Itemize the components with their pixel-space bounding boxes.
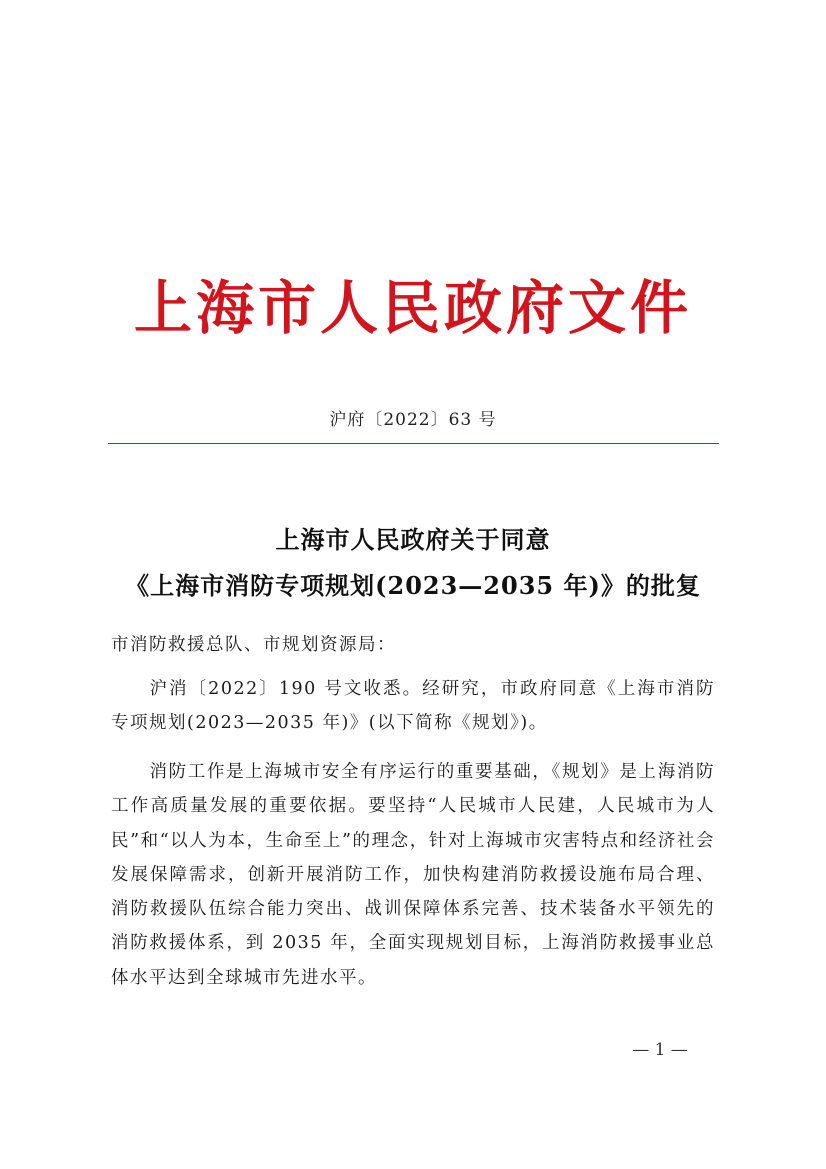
- page-number: — 1 —: [632, 1040, 688, 1060]
- body-paragraph-1: 沪消〔2022〕190 号文收悉。经研究，市政府同意《上海市消防专项规划(2023—2035 年)》(以下简称《规划》)。: [111, 679, 715, 734]
- body-paragraph-2: 消防工作是上海城市安全有序运行的重要基础，《规划》是上海消防工作高质量发展的重要依据。要坚持“人民城市人民建，人民城市为人民”和“以人为本，生命至上”的理念，针对上海城市灾害特点和经济社会发展保障需求，创新开展消防工作，加快构建消防救援设施布局合理、消防救援队伍综合能力突出、战训保障体系完善、技术装备水平领先的消防救援体系，到 2035 年，全面实现规划目标，上海消防救援事业总体水平达到全球城市先进水平。: [111, 762, 715, 988]
- document-title-line-2: 《上海市消防专项规划(2023—2035 年)》的批复: [125, 571, 701, 600]
- addressee: 市消防救援总队、市规划资源局：: [111, 635, 396, 655]
- red-divider-line: [108, 443, 719, 444]
- document-masthead: 上海市人民政府文件: [133, 274, 692, 342]
- document-number: 沪府〔2022〕63 号: [329, 410, 497, 430]
- document-title-line-1: 上海市人民政府关于同意: [275, 525, 551, 554]
